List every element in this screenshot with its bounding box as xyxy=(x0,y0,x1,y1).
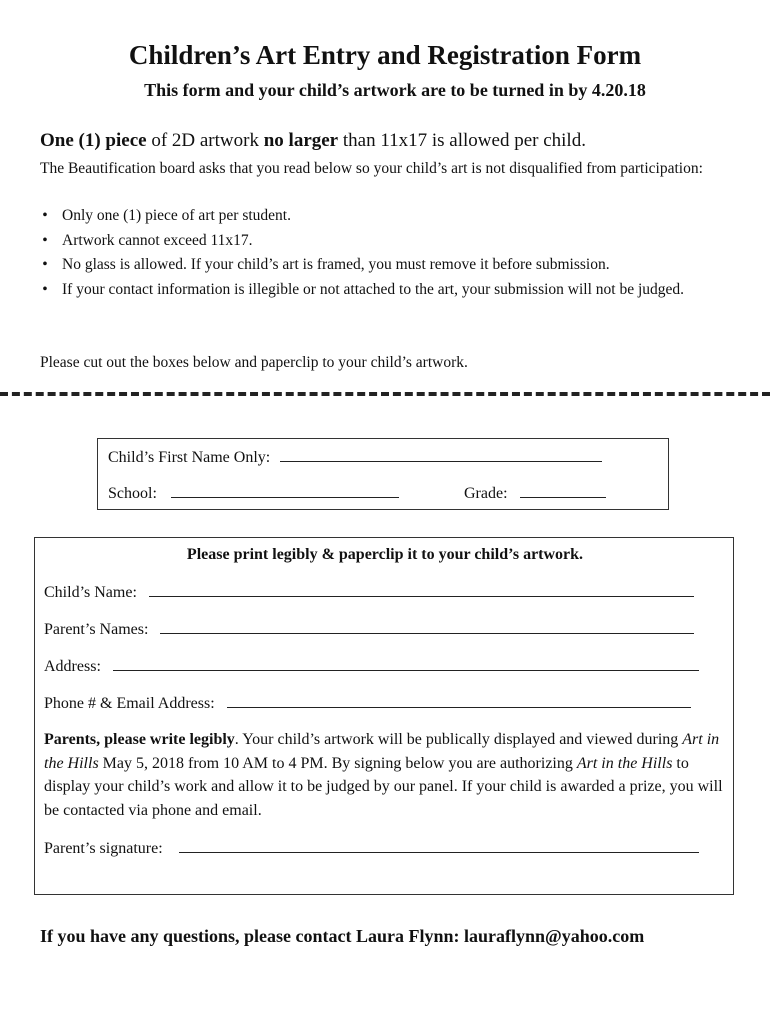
phone-email-row xyxy=(44,693,691,713)
consent-bold: Parents, please write legibly xyxy=(44,731,235,748)
rule-text: Only one (1) piece of art per student. xyxy=(62,207,291,224)
bullet-icon: • xyxy=(42,256,48,273)
lead-sentence xyxy=(40,130,586,152)
child-name-row xyxy=(44,582,694,602)
rule-text: No glass is allowed. If your child’s art is framed, you must remove it before submission. xyxy=(62,256,610,273)
form-title: Children’s Art Entry and Registration Form xyxy=(128,40,642,70)
form-subtitle: This form and your child’s artwork are to be turned in by 4.20.18 xyxy=(144,80,646,100)
rule-text: Artwork cannot exceed 11x17. xyxy=(62,231,253,249)
first-name-label: Child’s First Name Only: xyxy=(108,449,271,466)
grade-label: Grade: xyxy=(464,485,508,502)
rule-item xyxy=(40,204,730,229)
grade-row xyxy=(464,483,606,503)
first-name-field[interactable] xyxy=(280,447,602,462)
parents-names-row xyxy=(44,619,694,639)
consent-text-3: to display your child’s work and allow it to be judged by our panel. If your child is awarded a prize, you will be contacted via phone and email. xyxy=(44,754,723,819)
consent-paragraph xyxy=(44,728,724,822)
address-row xyxy=(44,656,699,676)
school-row xyxy=(108,483,399,503)
signature-label: Parent’s signature: xyxy=(44,840,163,857)
school-label: School: xyxy=(108,485,157,502)
bullet-icon: • xyxy=(42,207,48,224)
contact-footer: If you have any questions, please contact Laura Flynn: lauraflynn@yahoo.com xyxy=(40,926,645,946)
event-name-italic: Art in the Hills xyxy=(44,731,720,772)
cut-line-divider xyxy=(0,392,770,396)
consent-text-2: May 5, 2018 from 10 AM to 4 PM. By signing below you are authorizing xyxy=(98,754,577,772)
intro-paragraph: The Beautification board asks that you read below so your child’s art is not disqualified from participation: xyxy=(40,160,703,177)
rule-text: If your contact information is illegible or not attached to the art, your submission will not be judged. xyxy=(62,280,685,298)
event-name-italic: Art in the Hills xyxy=(576,754,673,772)
school-field[interactable] xyxy=(171,483,399,498)
phone-email-label: Phone # & Email Address: xyxy=(44,695,215,712)
lead-bold-no-larger: no larger xyxy=(263,130,339,151)
bullet-icon: • xyxy=(42,280,48,298)
child-name-field[interactable] xyxy=(149,582,694,597)
rules-list xyxy=(40,204,730,302)
grade-field[interactable] xyxy=(520,483,606,498)
rule-item xyxy=(40,278,730,303)
signature-row xyxy=(44,838,699,858)
lead-bold-one-piece: One (1) piece xyxy=(40,130,147,151)
parents-names-label: Parent’s Names: xyxy=(44,621,149,638)
lead-text-2: than 11x17 is allowed per child. xyxy=(338,130,586,151)
bullet-icon: • xyxy=(42,231,48,249)
first-name-row xyxy=(108,447,602,467)
lead-text-1: of 2D artwork xyxy=(146,130,264,151)
rule-item xyxy=(40,253,730,278)
contact-info-box xyxy=(34,537,734,895)
contact-box-heading: Please print legibly & paperclip it to your child’s artwork. xyxy=(186,546,584,563)
cut-instruction: Please cut out the boxes below and paperclip to your child’s artwork. xyxy=(40,354,468,371)
address-label: Address: xyxy=(44,658,101,675)
address-field[interactable] xyxy=(113,656,699,671)
consent-text-1: . Your child’s artwork will be publically displayed and viewed during xyxy=(234,731,683,748)
parents-names-field[interactable] xyxy=(160,619,694,634)
name-tag-box xyxy=(97,438,669,510)
child-name-label: Child’s Name: xyxy=(44,584,137,601)
rule-item xyxy=(40,229,730,254)
phone-email-field[interactable] xyxy=(227,693,691,708)
signature-field[interactable] xyxy=(179,838,699,853)
